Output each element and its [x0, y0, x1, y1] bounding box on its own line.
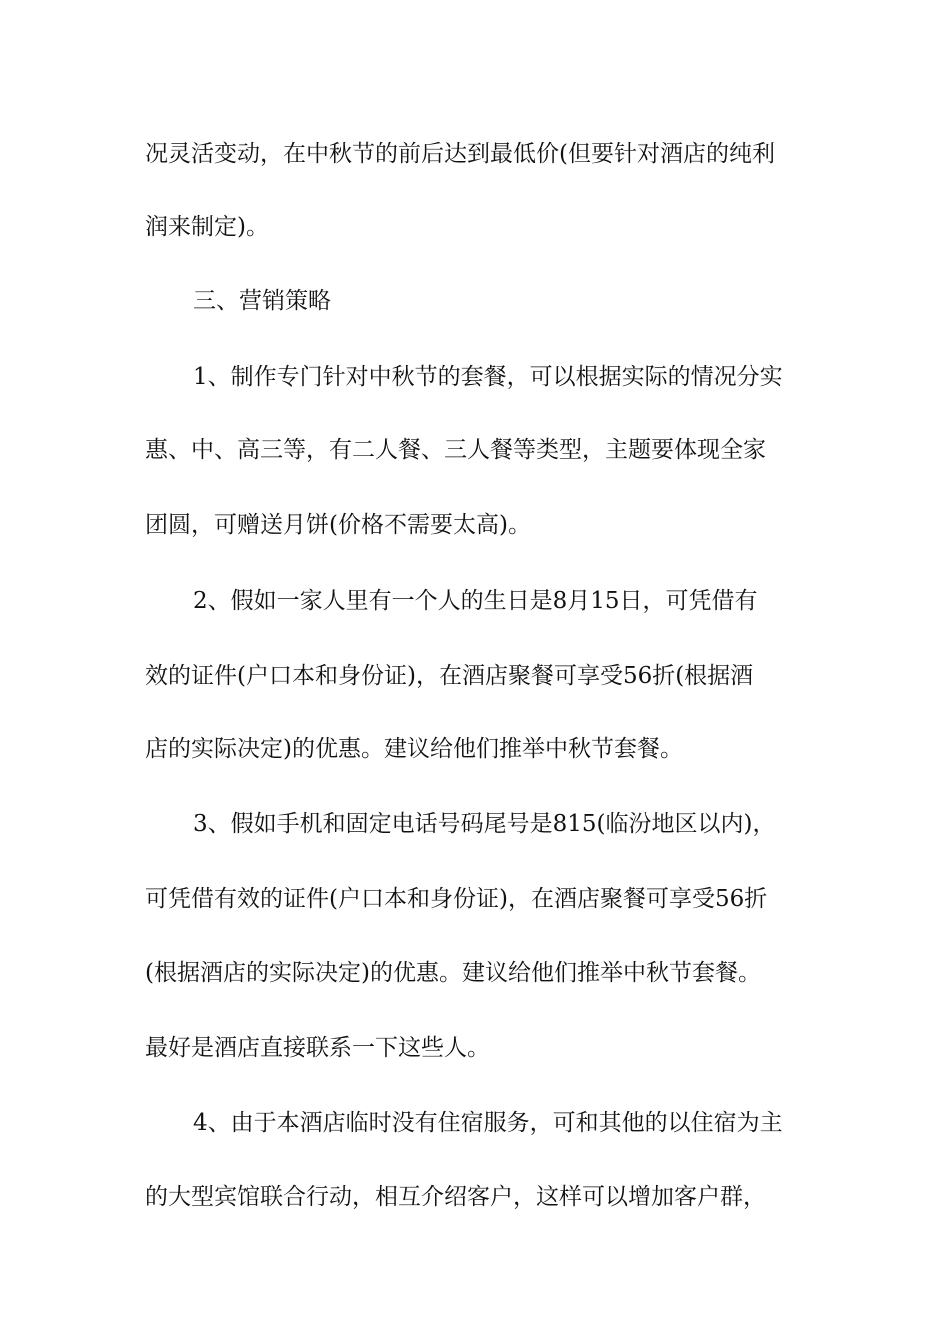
- text-line: 可凭借有效的证件(户口本和身份证)，在酒店聚餐可享受56折: [145, 886, 768, 912]
- text-line: 店的实际决定)的优惠。建议给他们推举中秋节套餐。: [145, 736, 683, 762]
- text-line: 4、由于本酒店临时没有住宿服务，可和其他的以住宿为主: [193, 1110, 783, 1136]
- text-line: 惠、中、高三等，有二人餐、三人餐等类型，主题要体现全家: [145, 437, 766, 463]
- text-line: (根据酒店的实际决定)的优惠。建议给他们推举中秋节套餐。: [145, 960, 761, 986]
- text-line: 效的证件(户口本和身份证)，在酒店聚餐可享受56折(根据酒: [145, 663, 754, 689]
- text-line: 团圆，可赠送月饼(价格不需要太高)。: [145, 512, 531, 538]
- text-line: 2、假如一家人里有一个人的生日是8月15日，可凭借有: [193, 588, 758, 614]
- text-line: 最好是酒店直接联系一下这些人。: [145, 1035, 490, 1061]
- text-line: 1、制作专门针对中秋节的套餐，可以根据实际的情况分实: [193, 364, 783, 390]
- text-line: 的大型宾馆联合行动，相互介绍客户，这样可以增加客户群，: [145, 1184, 766, 1210]
- text-line: 况灵活变动，在中秋节的前后达到最低价(但要针对酒店的纯利: [145, 141, 775, 167]
- section-heading: 三、营销策略: [193, 288, 331, 314]
- text-line: 润来制定)。: [145, 214, 269, 240]
- text-line: 3、假如手机和固定电话号码尾号是815(临汾地区以内)，: [193, 811, 776, 837]
